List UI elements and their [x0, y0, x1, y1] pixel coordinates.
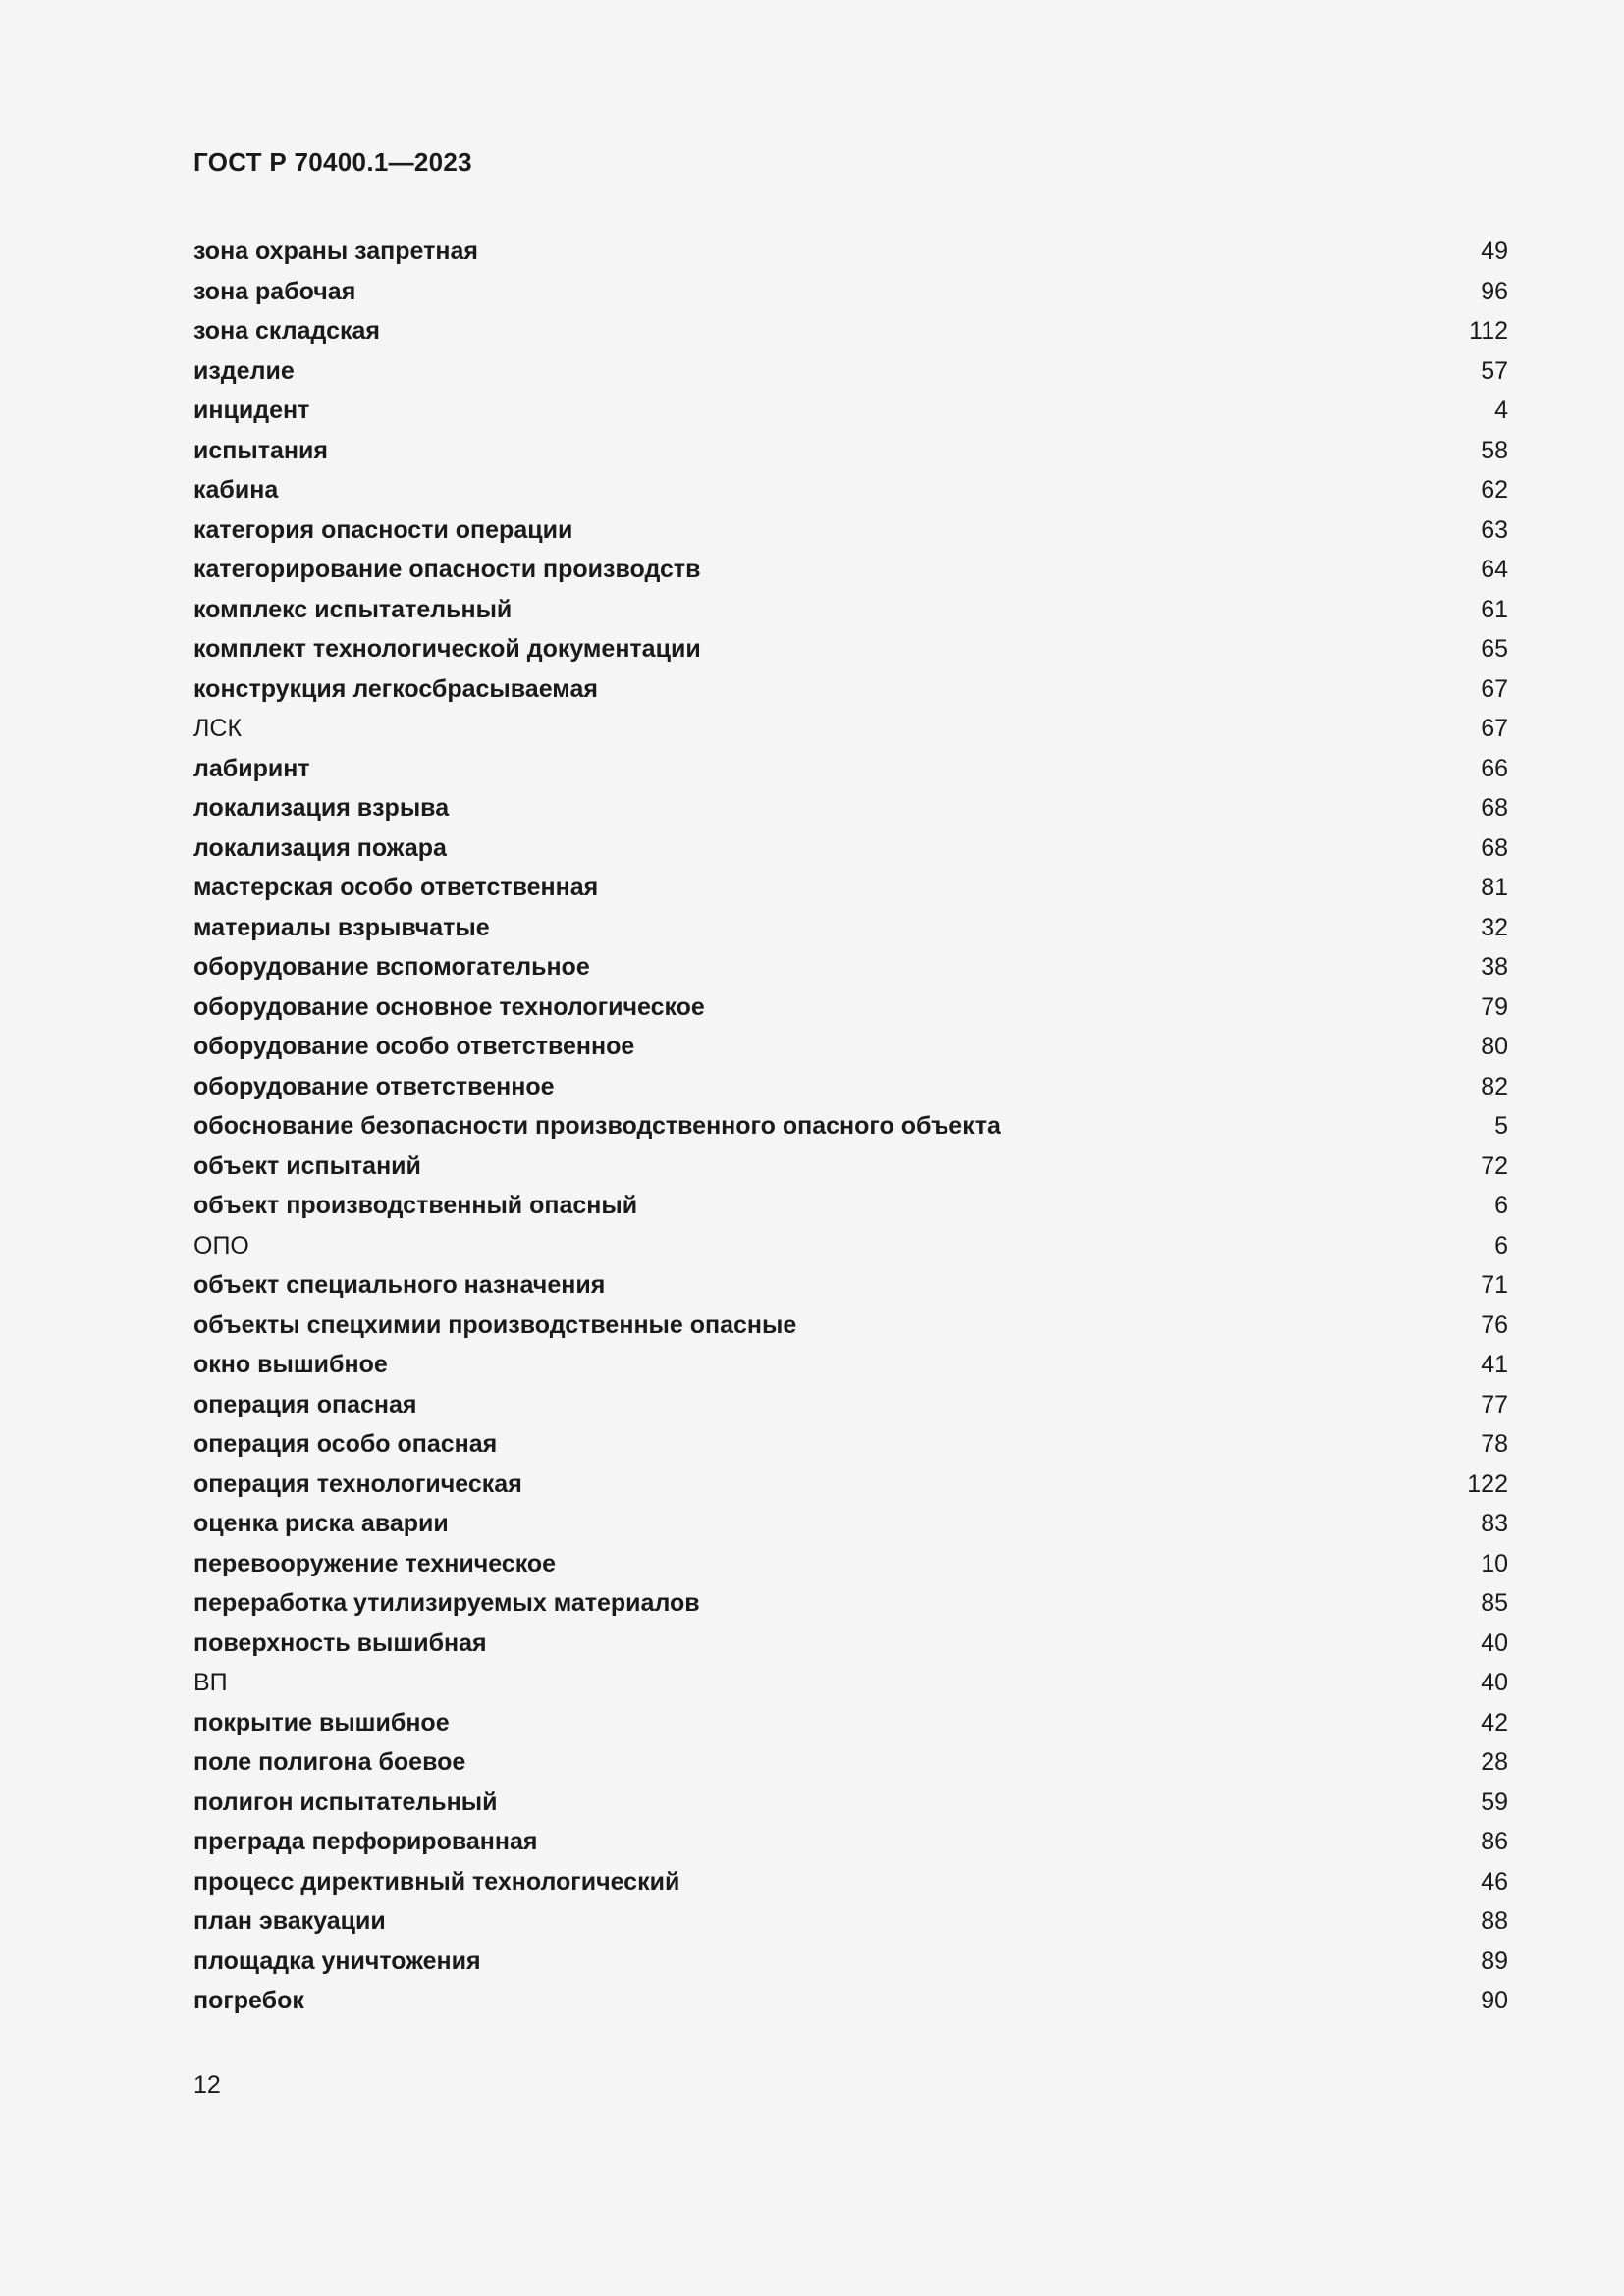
index-term: объект производственный опасный [193, 1192, 638, 1219]
index-page-ref: 96 [1481, 277, 1508, 305]
index-page-ref: 41 [1481, 1351, 1508, 1378]
index-page-ref: 57 [1481, 356, 1508, 385]
index-page-ref: 83 [1481, 1510, 1508, 1537]
index-page-ref: 59 [1481, 1788, 1508, 1816]
index-term: ОПО [193, 1231, 249, 1259]
index-entry [193, 431, 1508, 471]
index-page-ref: 4 [1494, 397, 1508, 424]
index-term: ЛСК [193, 715, 243, 742]
index-term: зона рабочая [193, 277, 356, 305]
index-entry [193, 1822, 1508, 1862]
index-entry [193, 828, 1508, 869]
index-entry [193, 1504, 1508, 1544]
index-page-ref: 122 [1467, 1469, 1508, 1498]
index-entry [193, 1265, 1508, 1306]
index-term: объект специального назначения [193, 1271, 606, 1299]
index-entry [193, 1901, 1508, 1942]
index-term: оборудование ответственное [193, 1072, 555, 1100]
index-entry [193, 1783, 1508, 1823]
index-term: оборудование особо ответственное [193, 1033, 635, 1060]
index-term: мастерская особо ответственная [193, 874, 599, 901]
index-page-ref: 28 [1481, 1748, 1508, 1776]
index-entry [193, 1981, 1508, 2021]
index-page-ref: 67 [1481, 715, 1508, 742]
index-page-ref: 65 [1481, 635, 1508, 663]
index-entry [193, 709, 1508, 749]
index-entry [193, 470, 1508, 510]
index-page-ref: 79 [1481, 992, 1508, 1021]
index-entry [193, 311, 1508, 351]
index-entry [193, 1624, 1508, 1664]
index-term: оборудование вспомогательное [193, 953, 590, 981]
index-entry [193, 868, 1508, 908]
index-term: зона охраны запретная [193, 238, 478, 265]
index-entry [193, 1147, 1508, 1187]
index-entry [193, 1544, 1508, 1584]
index-page-ref: 68 [1481, 833, 1508, 862]
index-term: комплект технологической документации [193, 635, 701, 663]
index-term: конструкция легкосбрасываемая [193, 674, 598, 703]
index-page-ref: 40 [1481, 1629, 1508, 1657]
index-entry [193, 908, 1508, 948]
index-term: полигон испытательный [193, 1788, 498, 1816]
index-term: зона складская [193, 317, 380, 345]
index-term: испытания [193, 436, 328, 464]
index-page-ref: 90 [1481, 1987, 1508, 2014]
index-entry [193, 1027, 1508, 1067]
index-entry [193, 1862, 1508, 1902]
index-entry [193, 1345, 1508, 1385]
index-term: обоснование безопасности производственного опасного объекта [193, 1112, 1001, 1140]
index-page-ref: 58 [1481, 436, 1508, 464]
index-page-ref: 76 [1481, 1310, 1508, 1339]
index-page-ref: 72 [1481, 1151, 1508, 1180]
index-entry [193, 749, 1508, 789]
index-entry [193, 1742, 1508, 1783]
index-term: категория опасности операции [193, 515, 573, 544]
index-term: окно вышибное [193, 1351, 388, 1378]
index-page-ref: 42 [1481, 1708, 1508, 1736]
index-page-ref: 85 [1481, 1589, 1508, 1617]
index-entry [193, 351, 1508, 392]
index-entry [193, 550, 1508, 590]
index-page-ref: 86 [1481, 1828, 1508, 1855]
index-term: операция опасная [193, 1390, 417, 1418]
index-entry [193, 1465, 1508, 1505]
index-term: оборудование основное технологическое [193, 992, 705, 1021]
index-page-ref: 5 [1494, 1112, 1508, 1140]
index-page-ref: 71 [1481, 1271, 1508, 1299]
index-page-ref: 88 [1481, 1907, 1508, 1935]
index-term: площадка уничтожения [193, 1947, 481, 1975]
index-page-ref: 112 [1469, 317, 1508, 345]
index-page-ref: 6 [1494, 1231, 1508, 1259]
index-term: процесс директивный технологический [193, 1867, 680, 1896]
index-entry [193, 1226, 1508, 1266]
index-page-ref: 68 [1481, 794, 1508, 822]
index-term: объект испытаний [193, 1151, 421, 1180]
page-number: 12 [193, 2071, 221, 2099]
index-page-ref: 40 [1481, 1669, 1508, 1696]
index-entry [193, 1942, 1508, 1982]
index-page-ref: 46 [1481, 1867, 1508, 1896]
index-entry [193, 1067, 1508, 1107]
index-page-ref: 66 [1481, 754, 1508, 782]
index-entry [193, 1186, 1508, 1226]
index-term: операция технологическая [193, 1469, 522, 1498]
index-entry [193, 232, 1508, 272]
index-page-ref: 77 [1481, 1390, 1508, 1418]
document-header: ГОСТ Р 70400.1—2023 [193, 147, 472, 177]
index-term: перевооружение техническое [193, 1549, 557, 1577]
index-term: преграда перфорированная [193, 1828, 538, 1855]
index-term: план эвакуации [193, 1907, 386, 1935]
index-term: локализация взрыва [193, 794, 450, 822]
index-term: категорирование опасности производств [193, 556, 701, 583]
index-term: локализация пожара [193, 833, 447, 862]
index-page-ref: 78 [1481, 1430, 1508, 1458]
index-term: поверхность вышибная [193, 1629, 487, 1657]
index-term: погребок [193, 1987, 304, 2014]
index-term: оценка риска аварии [193, 1510, 449, 1537]
index-term: операция особо опасная [193, 1430, 498, 1458]
index-entry [193, 1385, 1508, 1425]
index-term: поле полигона боевое [193, 1748, 466, 1776]
index-entry [193, 590, 1508, 630]
index-entry [193, 391, 1508, 431]
index-term: изделие [193, 356, 295, 385]
index-page-ref: 38 [1481, 953, 1508, 981]
index-entry [193, 1306, 1508, 1346]
index-entry [193, 947, 1508, 988]
index-page-ref: 61 [1481, 595, 1508, 623]
index-page-ref: 64 [1481, 556, 1508, 583]
index-term: переработка утилизируемых материалов [193, 1589, 700, 1617]
index-entry [193, 1106, 1508, 1147]
index-term: материалы взрывчатые [193, 913, 490, 941]
index-entry [193, 510, 1508, 551]
index-page-ref: 10 [1481, 1549, 1508, 1577]
index-page-ref: 81 [1481, 874, 1508, 901]
index-entry [193, 1663, 1508, 1703]
index-entry [193, 669, 1508, 710]
index-entry [193, 1424, 1508, 1465]
index-term: ВП [193, 1669, 228, 1696]
index-page-ref: 6 [1494, 1192, 1508, 1219]
index-entry [193, 1583, 1508, 1624]
index-term: комплекс испытательный [193, 595, 513, 623]
index-page-ref: 62 [1481, 476, 1508, 504]
index-term: кабина [193, 476, 279, 504]
index-page-ref: 63 [1481, 515, 1508, 544]
index-term: объекты спецхимии производственные опасные [193, 1310, 797, 1339]
index-entry [193, 988, 1508, 1028]
index-page-ref: 80 [1481, 1033, 1508, 1060]
index-term: покрытие вышибное [193, 1708, 450, 1736]
index-entry [193, 1703, 1508, 1743]
index-page-ref: 49 [1481, 238, 1508, 265]
index-entry [193, 629, 1508, 669]
index-term: лабиринт [193, 754, 310, 782]
index-page-ref: 67 [1481, 674, 1508, 703]
index-entry [193, 788, 1508, 828]
index-page-ref: 82 [1481, 1072, 1508, 1100]
alphabetical-index [193, 232, 1508, 2021]
index-entry [193, 272, 1508, 312]
index-page-ref: 32 [1481, 913, 1508, 941]
index-term: инцидент [193, 397, 310, 424]
index-page-ref: 89 [1481, 1947, 1508, 1975]
